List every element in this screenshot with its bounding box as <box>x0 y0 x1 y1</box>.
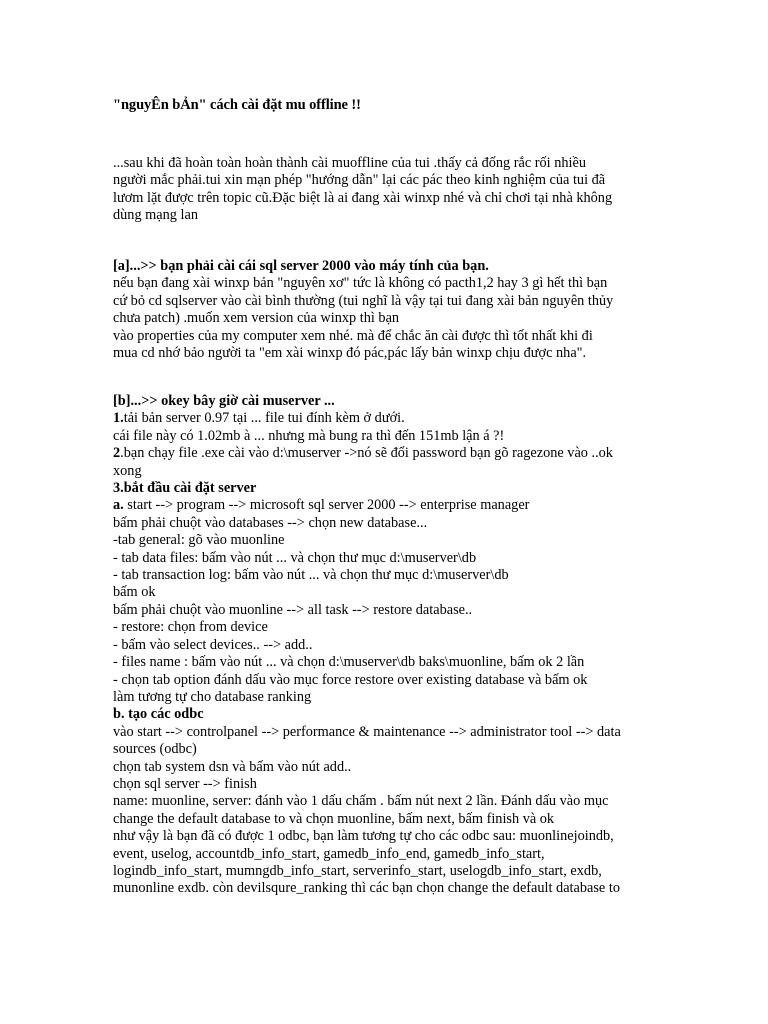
intro-line: lươm lặt được trên topic cũ.Đặc biệt là ai đang xài winxp nhé và chỉ chơi tại nhà không <box>113 189 613 206</box>
section-a-line: vào properties của my computer xem nhé. mà để chắc ăn cài được thì tốt nhất khi đi <box>113 327 593 344</box>
intro-line: dùng mạng lan <box>113 207 198 224</box>
section-a-line: mua cd nhớ bảo người ta "em xài winxp đó pác,pác lấy bản winxp chịu được nha". <box>113 345 587 362</box>
section-a-line: nếu bạn đang xài winxp bản "nguyên xơ" tức là không có pacth1,2 hay 3 gì hết thì bạn <box>113 275 608 292</box>
step-2 <box>113 445 673 462</box>
step-3b-line: name: muonline, server: đánh vào 1 dấu chấm . bấm nút next 2 lần. Đánh dấu vào mục <box>113 793 609 810</box>
section-b-heading: [b]...>> okey bây giờ cài muserver ... <box>113 393 335 409</box>
step-3b-line: chọn tab system dsn và bấm vào nút add.. <box>113 758 352 775</box>
step-3a-line: bấm phải chuột vào databases --> chọn new database... <box>113 514 428 531</box>
step-3a-line: -tab general: gõ vào muonline <box>113 532 285 549</box>
step-3a-line: bấm phải chuột vào muonline --> all task --> restore database.. <box>113 601 473 618</box>
step-3a-line: - chọn tab option đánh dấu vào mục force restore over existing database và bấm ok <box>113 671 588 688</box>
step-2-line-2: xong <box>113 462 142 479</box>
step-3b-heading: b. tạo các odbc <box>113 706 204 723</box>
step-3b-line: vào start --> controlpanel --> performance & maintenance --> administrator tool --> data <box>113 723 621 740</box>
intro-line: ...sau khi đã hoàn toàn hoàn thành cài muoffline của tui .thấy cả đống rắc rối nhiều <box>113 155 586 171</box>
step-3a-first-text: start --> program --> microsoft sql server 2000 --> enterprise manager <box>123 497 530 514</box>
step-3-heading: 3.bắt đầu cài đặt server <box>113 480 257 497</box>
step-3b-line: logindb_info_start, mumngdb_info_start, serverinfo_start, uselogdb_info_start, exdb, <box>113 862 602 879</box>
document-title: "nguyÊn bẢn" cách cài đặt mu offline !! <box>113 97 361 113</box>
intro-line: người mắc phải.tui xin mạn phép "hướng dẫn" lại các pác theo kinh nghiệm của tui đã <box>113 172 606 189</box>
section-a-line: chưa patch) .muốn xem version của winxp thì bạn <box>113 310 400 327</box>
section-a-line: cứ bỏ cd sqlserver vào cài bình thường (tui nghĩ là vậy tại tui đang xài bản nguyên thủy <box>113 292 614 309</box>
section-a <box>113 258 673 362</box>
step-3a-first <box>113 497 673 514</box>
section-b <box>113 393 673 898</box>
step-1 <box>113 410 673 427</box>
step-3a-line: bấm ok <box>113 584 156 601</box>
step-2-number: 2 <box>113 445 121 462</box>
step-3b-line: munonline exdb. còn devilsqure_ranking thì các bạn chọn change the default database to <box>113 880 620 897</box>
step-3b-line: change the default database to và chọn muonline, bấm next, bấm finish và ok <box>113 810 555 827</box>
section-a-heading: [a]...>> bạn phải cài cái sql server 2000 vào máy tính của bạn. <box>113 258 489 274</box>
step-3b-line: chọn sql server --> finish <box>113 775 257 792</box>
step-3a-line: - bấm vào select devices.. --> add.. <box>113 636 313 653</box>
step-1-text: tải bản server 0.97 tại ... file tui đính kèm ở dưới. <box>123 410 405 427</box>
step-3a-line: - tab transaction log: bấm vào nút ... và chọn thư mục d:\muserver\db <box>113 567 509 584</box>
step-3b-line: event, uselog, accountdb_info_start, gamedb_info_end, gamedb_info_start, <box>113 845 545 862</box>
step-1-number: 1. <box>113 410 124 427</box>
step-3a-line: - restore: chọn from device <box>113 619 268 636</box>
step-1-line-2: cái file này có 1.02mb à ... nhưng mà bung ra thì đến 151mb lận á ?! <box>113 427 505 444</box>
step-2-text: .bạn chạy file .exe cài vào d:\muserver ->nó sẽ đổi password bạn gõ ragezone vào ..ok <box>120 445 613 462</box>
intro-paragraph <box>113 155 673 225</box>
step-3b-line: như vậy là bạn đã có được 1 odbc, bạn làm tương tự cho các odbc sau: muonlinejoindb, <box>113 828 614 845</box>
step-3a-label: a. <box>113 497 124 514</box>
step-3a-line: - files name : bấm vào nút ... và chọn d:\muserver\db baks\muonline, bấm ok 2 lần <box>113 654 585 671</box>
step-3a-line: - tab data files: bấm vào nút ... và chọn thư mục d:\muserver\db <box>113 549 477 566</box>
step-3a-line: làm tương tự cho database ranking <box>113 688 312 705</box>
step-3b-line: sources (odbc) <box>113 741 197 758</box>
